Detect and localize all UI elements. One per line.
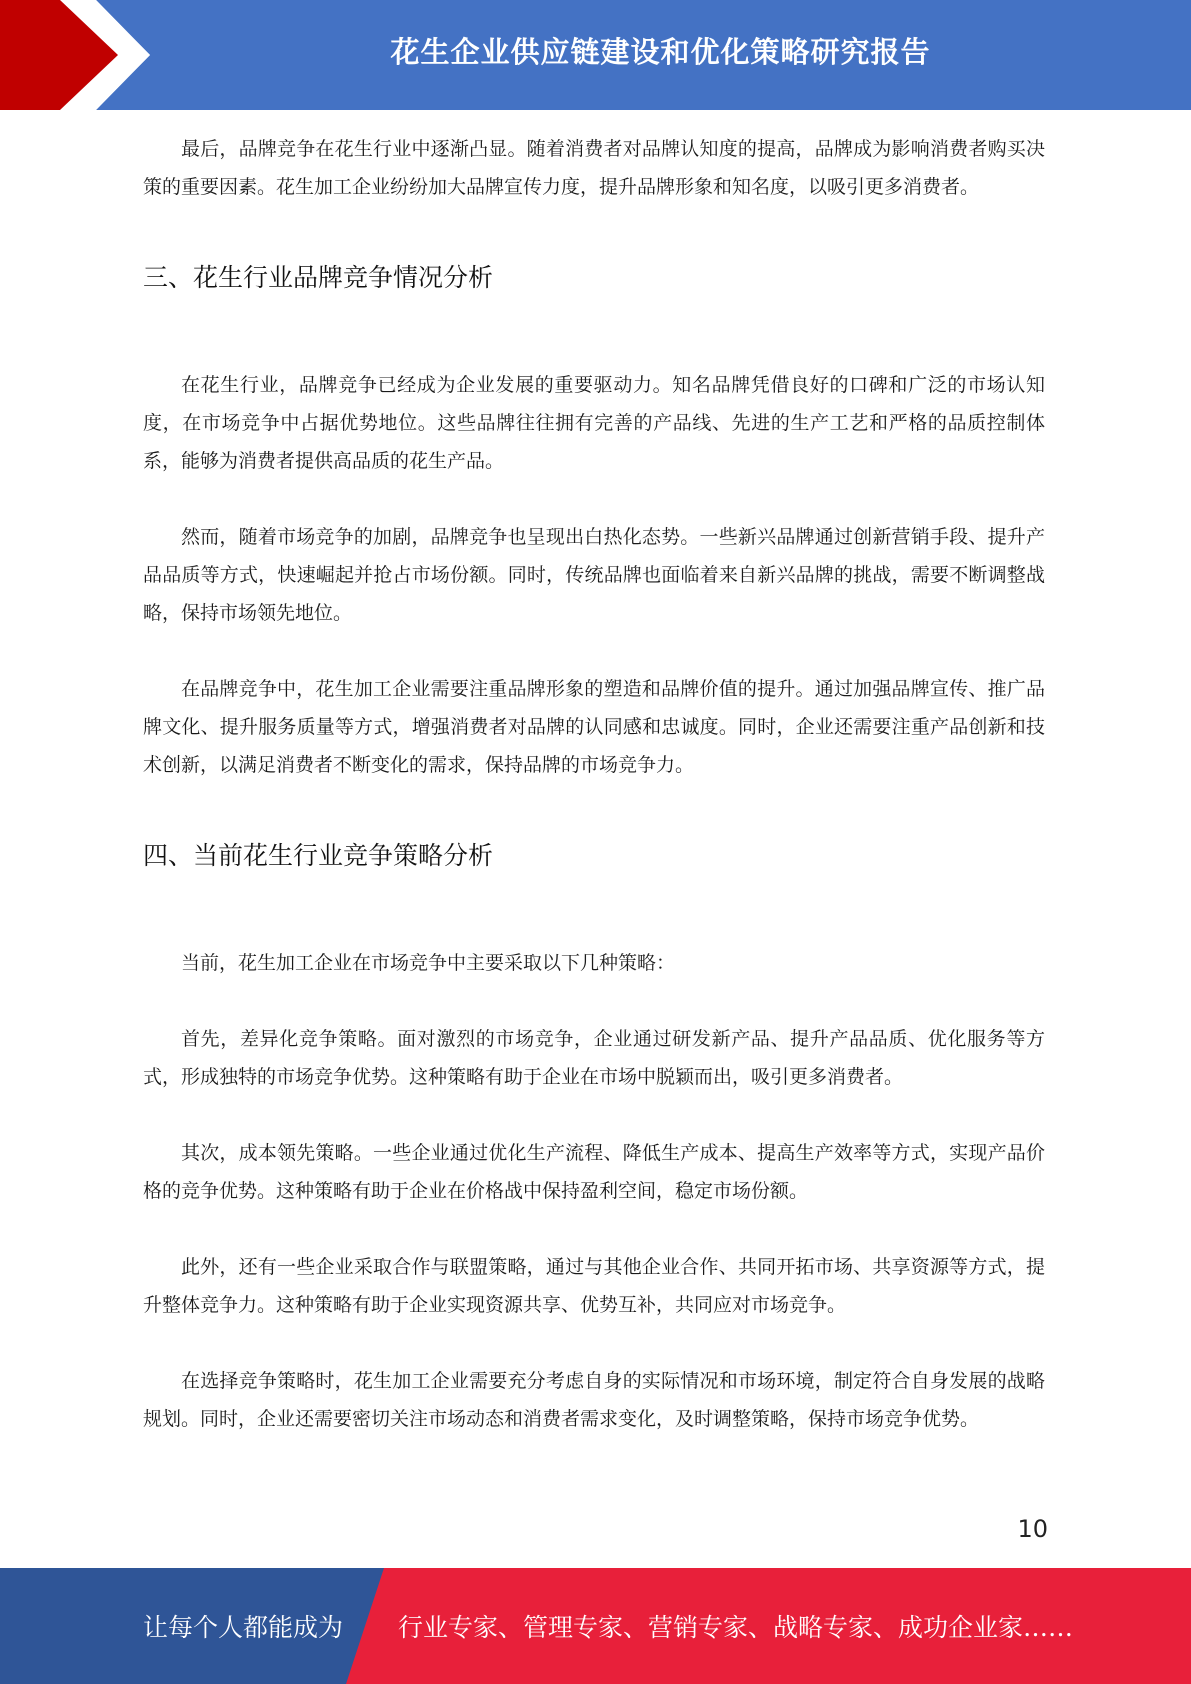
section-heading-competition-strategy: 四、当前花生行业竞争策略分析 bbox=[143, 841, 494, 870]
body-paragraph: 首先，差异化竞争策略。面对激烈的市场竞争，企业通过研发新产品、提升产品品质、优化服务等方式，形成独特的市场竞争优势。这种策略有助于企业在市场中脱颖而出，吸引更多消费者。 bbox=[143, 1028, 1045, 1088]
body-paragraph: 在花生行业，品牌竞争已经成为企业发展的重要驱动力。知名品牌凭借良好的口碑和广泛的市场认知度，在市场竞争中占据优势地位。这些品牌往往拥有完善的产品线、先进的生产工艺和严格的品质控制体系，能够为消费者提供高品质的花生产品。 bbox=[143, 374, 1045, 472]
document-title: 花生企业供应链建设和优化策略研究报告 bbox=[390, 34, 931, 69]
document-body bbox=[143, 130, 1045, 1438]
page-number: 10 bbox=[1017, 1515, 1048, 1543]
body-paragraph: 此外，还有一些企业采取合作与联盟策略，通过与其他企业合作、共同开拓市场、共享资源等方式，提升整体竞争力。这种策略有助于企业实现资源共享、优势互补，共同应对市场竞争。 bbox=[143, 1256, 1045, 1316]
page-header bbox=[0, 0, 1191, 110]
body-paragraph: 当前，花生加工企业在市场竞争中主要采取以下几种策略： bbox=[181, 952, 676, 974]
section-heading-brand-competition: 三、花生行业品牌竞争情况分析 bbox=[143, 263, 494, 292]
body-paragraph: 在选择竞争策略时，花生加工企业需要充分考虑自身的实际情况和市场环境，制定符合自身发展的战略规划。同时，企业还需要密切关注市场动态和消费者需求变化，及时调整策略，保持市场竞争优势。 bbox=[143, 1370, 1045, 1430]
intro-paragraph: 最后，品牌竞争在花生行业中逐渐凸显。随着消费者对品牌认知度的提高，品牌成为影响消费者购买决策的重要因素。花生加工企业纷纷加大品牌宣传力度，提升品牌形象和知名度，以吸引更多消费者。 bbox=[143, 138, 1045, 198]
footer-slogan-right: 行业专家、管理专家、营销专家、战略专家、成功企业家…… bbox=[398, 1613, 1074, 1642]
body-paragraph: 在品牌竞争中，花生加工企业需要注重品牌形象的塑造和品牌价值的提升。通过加强品牌宣传、推广品牌文化、提升服务质量等方式，增强消费者对品牌的认同感和忠诚度。同时，企业还需要注重产品创新和技术创新，以满足消费者不断变化的需求，保持品牌的市场竞争力。 bbox=[143, 678, 1045, 776]
body-paragraph: 然而，随着市场竞争的加剧，品牌竞争也呈现出白热化态势。一些新兴品牌通过创新营销手段、提升产品品质等方式，快速崛起并抢占市场份额。同时，传统品牌也面临着来自新兴品牌的挑战，需要不断调整战略，保持市场领先地位。 bbox=[143, 526, 1045, 624]
page-footer bbox=[0, 1568, 1191, 1684]
body-paragraph: 其次，成本领先策略。一些企业通过优化生产流程、降低生产成本、提高生产效率等方式，实现产品价格的竞争优势。这种策略有助于企业在价格战中保持盈利空间，稳定市场份额。 bbox=[143, 1142, 1045, 1202]
footer-slogan-left: 让每个人都能成为 bbox=[143, 1613, 344, 1642]
